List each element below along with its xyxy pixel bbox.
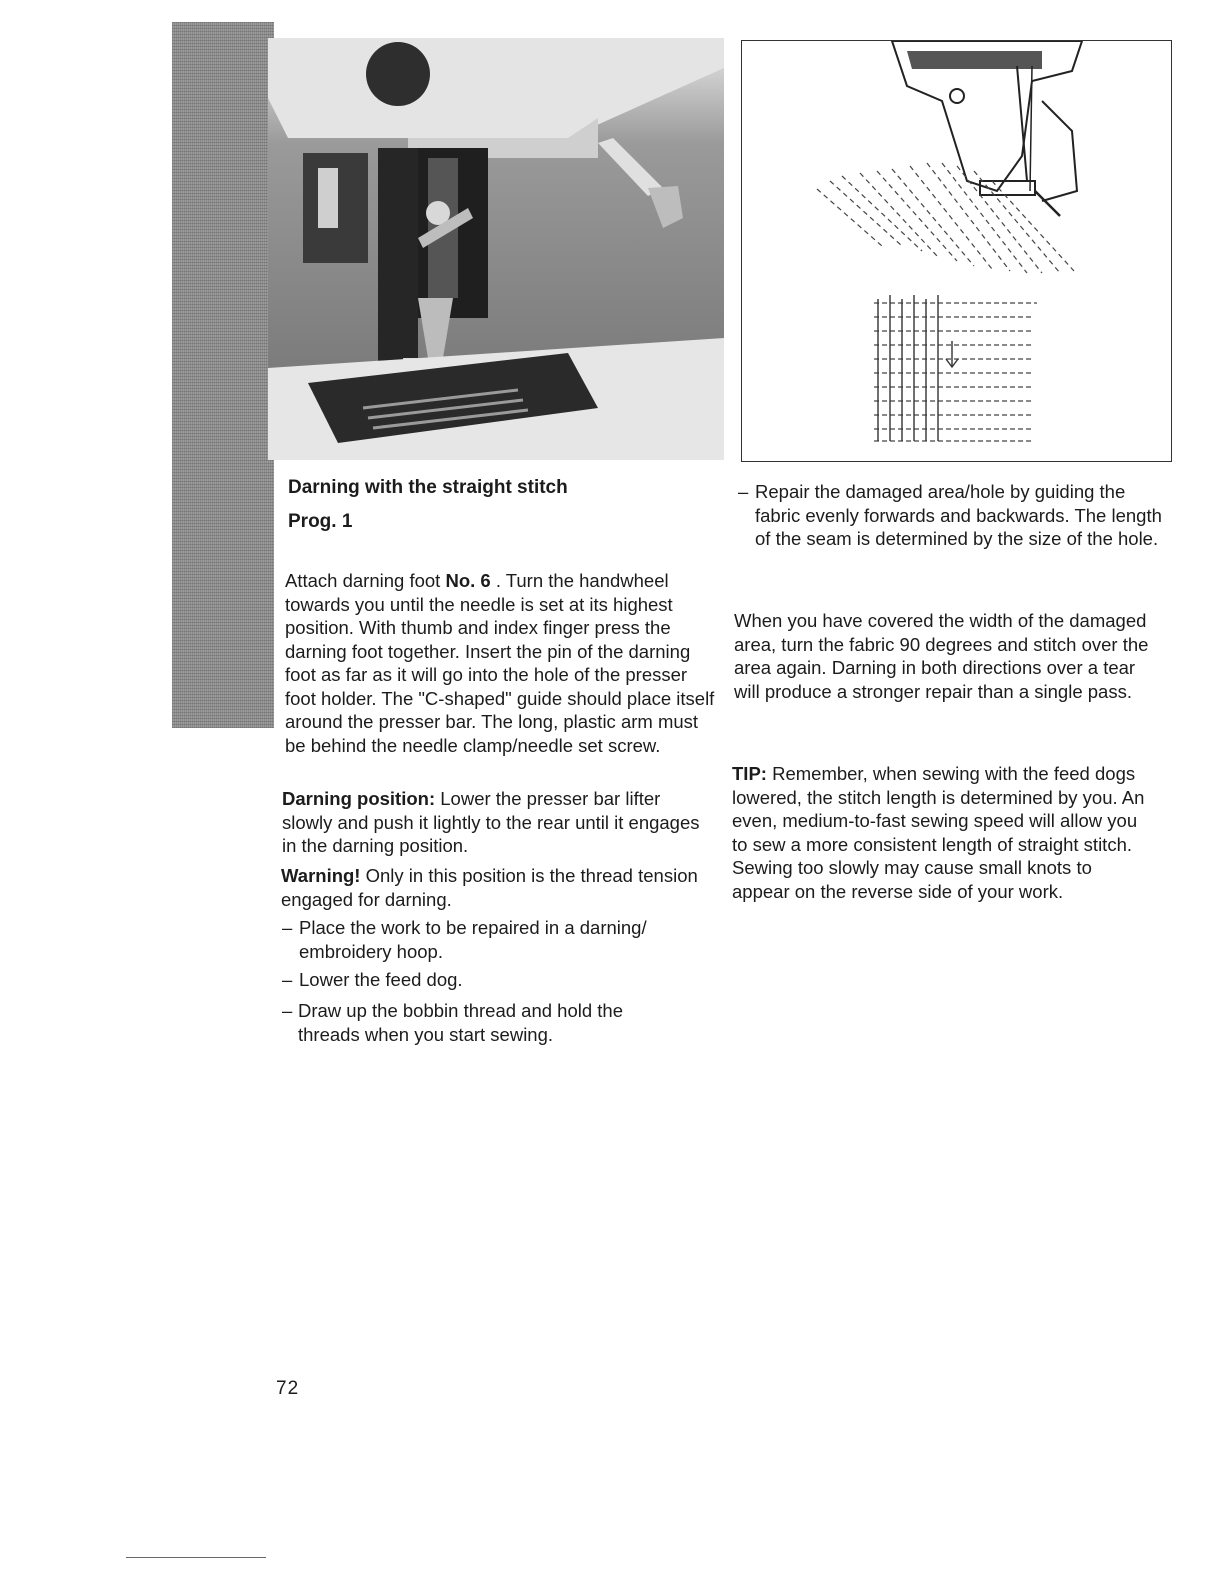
- step-item: Lower the feed dog.: [299, 969, 463, 990]
- section-heading: Darning with the straight stitch: [288, 477, 568, 498]
- footer-rule: [126, 1557, 266, 1558]
- darning-position-text: Lower the presser bar lifter slowly and push it lightly to the rear until it engages in the darning position.: [282, 788, 700, 856]
- intro-text-start: Attach darning foot: [285, 570, 446, 591]
- intro-text-rest: . Turn the handwheel towards you until the needle is set at its highest position. With thumb and index finger press the darning foot together. Insert the pin of the darning foot as far as it will go into the hole of the presser foot holder. The "C-shaped" guide should place itself around the presser bar. The long, plastic arm must be behind the needle clamp/needle set screw.: [285, 570, 715, 756]
- program-label: Prog. 1: [288, 511, 353, 532]
- darning-diagram: [741, 40, 1172, 462]
- bullet-dash: –: [282, 917, 293, 938]
- bullet-dash: –: [282, 969, 293, 990]
- page-number: 72: [276, 1378, 300, 1399]
- side-tab-bar: [172, 22, 274, 728]
- bullet-dash: –: [738, 481, 749, 502]
- tip-text: Remember, when sewing with the feed dogs lowered, the stitch length is determined by you. An even, medium-to-fast sewing speed will allow you to sew a more consistent length of straight stitch. Sewing too slowly may cause small knots to appear on the reverse side of your work.: [732, 763, 1145, 902]
- bullet-dash: –: [282, 1000, 293, 1021]
- intro-paragraph: [285, 569, 717, 757]
- warning-text: Only in this position is the thread tension engaged for darning.: [281, 865, 698, 910]
- tip-label: TIP:: [732, 763, 767, 784]
- darning-position-paragraph: [282, 787, 712, 858]
- covered-paragraph: When you have covered the width of the damaged area, turn the fabric 90 degrees and stitch over the area again. Darning in both directions over a tear will produce a stronger repair than a single pass.: [734, 610, 1149, 702]
- step-item: Place the work to be repaired in a darning/ embroidery hoop.: [299, 917, 647, 962]
- foot-number: No. 6: [445, 570, 491, 591]
- step-item: Draw up the bobbin thread and hold the threads when you start sewing.: [298, 1000, 624, 1045]
- sewing-machine-photo: [268, 38, 724, 460]
- warning-paragraph: [281, 864, 711, 911]
- warning-label: Warning!: [281, 865, 361, 886]
- darning-position-label: Darning position:: [282, 788, 436, 809]
- repair-step: Repair the damaged area/hole by guiding the fabric evenly forwards and backwards. The length of the seam is determined by the size of the hole.: [755, 481, 1162, 549]
- tip-paragraph: [732, 762, 1154, 903]
